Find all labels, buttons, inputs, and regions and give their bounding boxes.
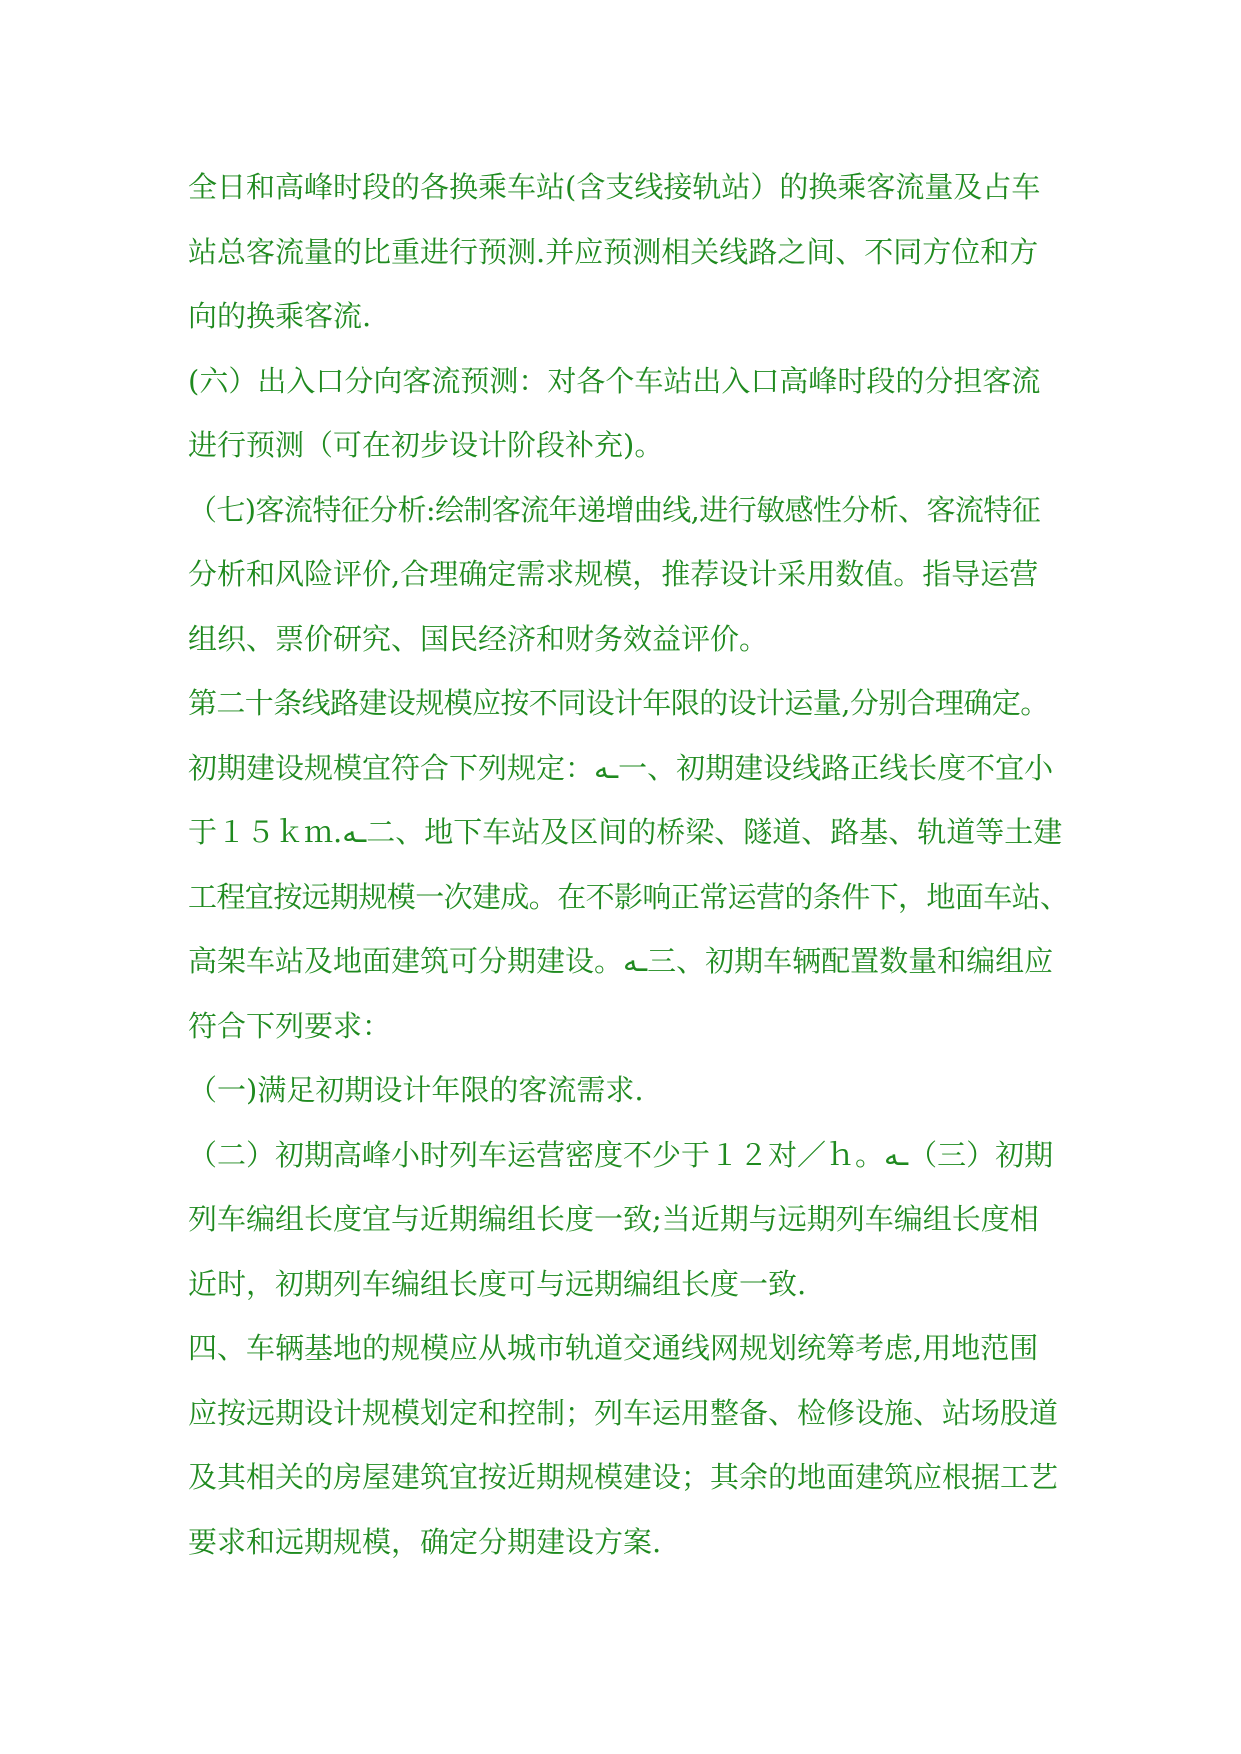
text-line: 初期建设规模宜符合下列规定：ـه一、初期建设线路正线长度不宜小: [188, 750, 1054, 785]
document-body-text: [188, 155, 1068, 1574]
text-line: 应按远期设计规模划定和控制；列车运用整备、检修设施、站场股道: [188, 1395, 1059, 1430]
text-line: 站总客流量的比重进行预测.并应预测相关线路之间、不同方位和方: [188, 234, 1039, 269]
text-line: （二）初期高峰小时列车运营密度不少于１２对／ｈ。ـه（三）初期: [188, 1137, 1054, 1172]
text-line: 第二十条线路建设规模应按不同设计年限的设计运量,分别合理确定。: [188, 686, 1049, 720]
text-line: 组织、票价研究、国民经济和财务效益评价。: [188, 621, 769, 656]
text-line: （七)客流特征分析:绘制客流年递增曲线,进行敏感性分析、客流特征: [188, 492, 1041, 527]
text-line: 列车编组长度宜与近期编组长度一致;当近期与远期列车编组长度相: [188, 1202, 1039, 1236]
text-line: 进行预测（可在初步设计阶段补充)。: [188, 428, 664, 462]
text-line: 要求和远期规模，确定分期建设方案.: [188, 1524, 662, 1559]
text-line: 符合下列要求：: [188, 1008, 392, 1043]
text-line: 工程宜按远期规模一次建成。在不影响正常运营的条件下，地面车站、: [188, 879, 1069, 914]
text-line: 向的换乘客流.: [188, 299, 372, 333]
text-line: 全日和高峰时段的各换乘车站(含支线接轨站）的换乘客流量及占车: [188, 170, 1041, 204]
text-line: 四、车辆基地的规模应从城市轨道交通线网规划统筹考虑,用地范围: [188, 1331, 1039, 1365]
text-line: 分析和风险评价,合理确定需求规模，推荐设计采用数值。指导运营: [188, 557, 1039, 591]
text-line: 高架车站及地面建筑可分期建设。ـه三、初期车辆配置数量和编组应: [188, 944, 1054, 978]
text-line: (六）出入口分向客流预测：对各个车站出入口高峰时段的分担客流: [188, 363, 1041, 398]
text-line: 及其相关的房屋建筑宜按近期规模建设；其余的地面建筑应根据工艺: [188, 1460, 1059, 1494]
text-line: 近时，初期列车编组长度可与远期编组长度一致.: [188, 1266, 807, 1301]
text-line: 于１５ｋｍ.ـه二、地下车站及区间的桥梁、隧道、路基、轨道等土建: [188, 815, 1063, 849]
text-line: （一)满足初期设计年限的客流需求.: [188, 1073, 644, 1107]
